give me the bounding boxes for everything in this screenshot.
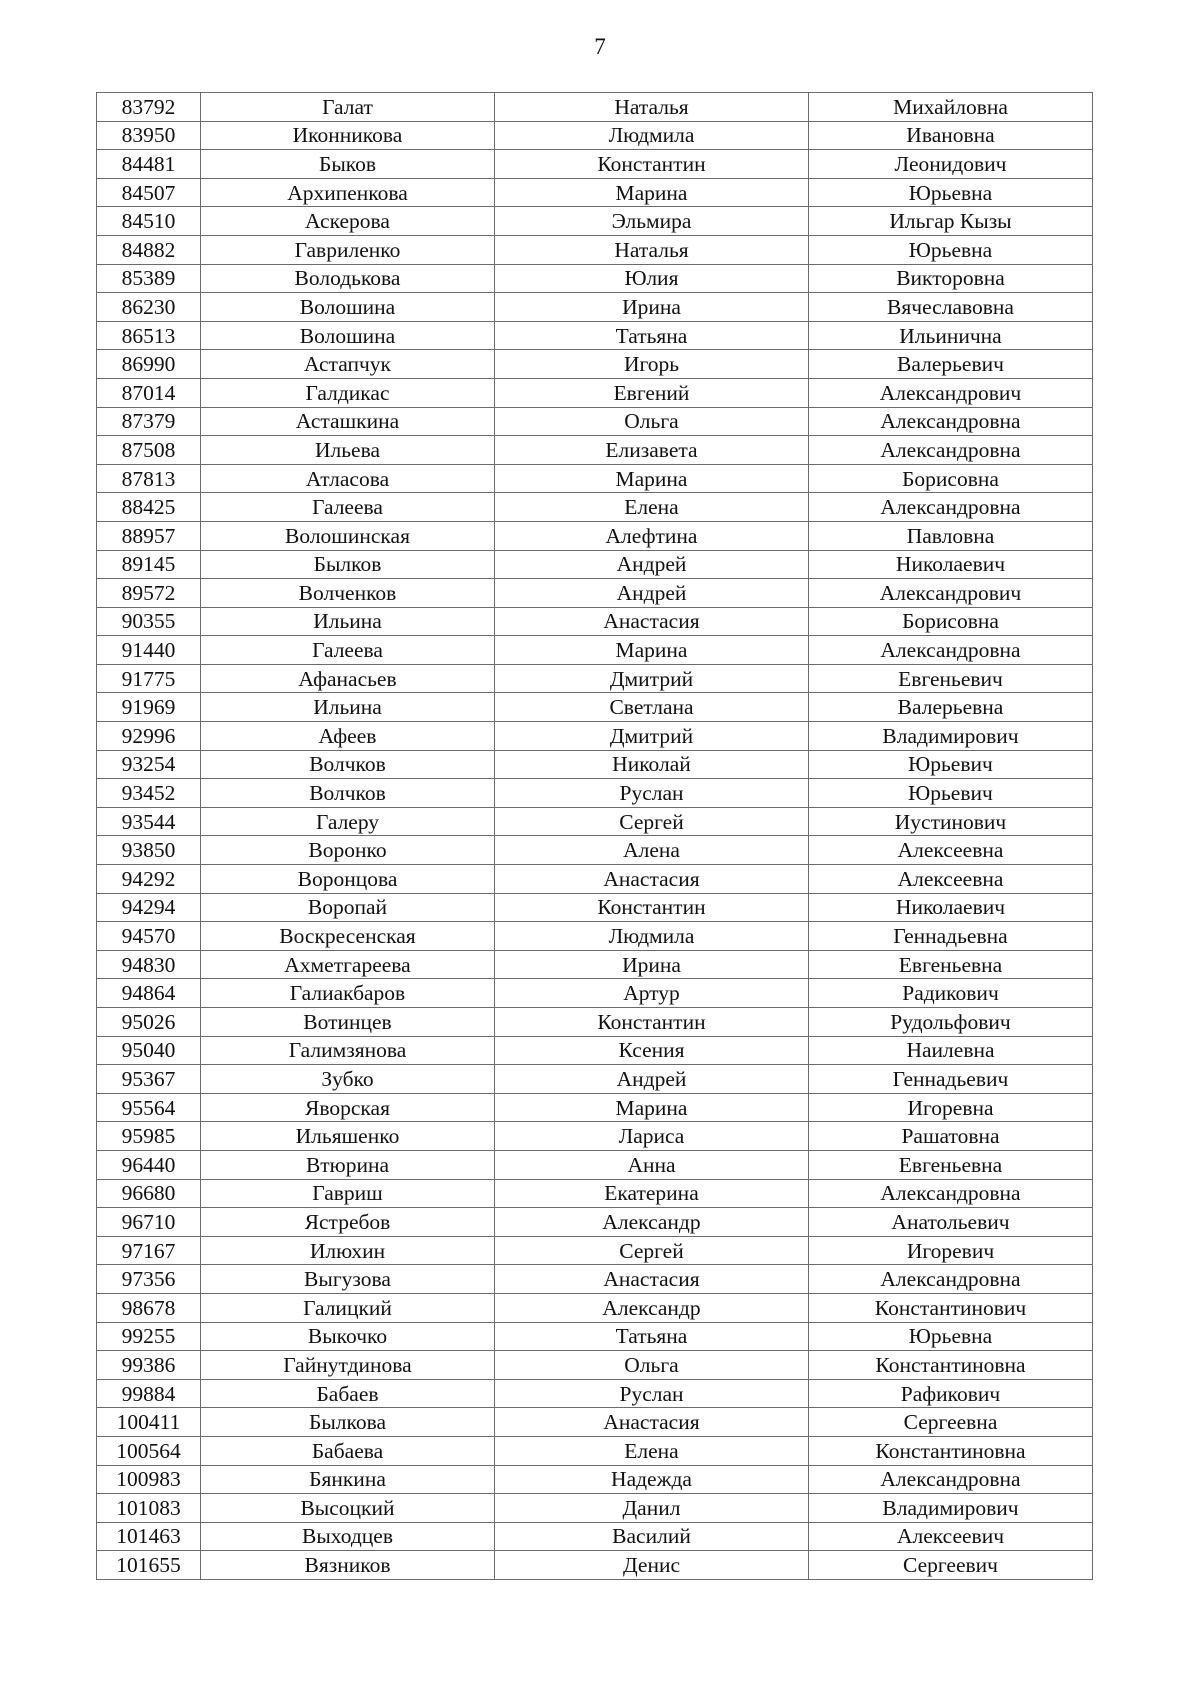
table-row: [97, 1093, 1093, 1122]
table-row: [97, 407, 1093, 436]
cell-patronymic: Александровна: [809, 636, 1093, 665]
cell-surname: Галдикас: [201, 378, 495, 407]
cell-surname: Ястребов: [201, 1208, 495, 1237]
table-row: [97, 493, 1093, 522]
cell-patronymic: Александровна: [809, 436, 1093, 465]
cell-patronymic: Юрьевич: [809, 750, 1093, 779]
cell-id: 94830: [97, 950, 201, 979]
cell-patronymic: Вячеславовна: [809, 293, 1093, 322]
table-row: [97, 1036, 1093, 1065]
cell-surname: Аскерова: [201, 207, 495, 236]
table-row: [97, 779, 1093, 808]
cell-surname: Выгузова: [201, 1265, 495, 1294]
cell-patronymic: Радикович: [809, 979, 1093, 1008]
table-row: [97, 550, 1093, 579]
cell-surname: Воронцова: [201, 865, 495, 894]
cell-name: Людмила: [495, 922, 809, 951]
cell-name: Татьяна: [495, 1322, 809, 1351]
cell-name: Андрей: [495, 1065, 809, 1094]
cell-id: 89572: [97, 579, 201, 608]
table-row: [97, 979, 1093, 1008]
table-row: [97, 664, 1093, 693]
cell-surname: Вотинцев: [201, 1008, 495, 1037]
cell-name: Ольга: [495, 407, 809, 436]
cell-id: 90355: [97, 607, 201, 636]
cell-surname: Асташкина: [201, 407, 495, 436]
cell-id: 91775: [97, 664, 201, 693]
cell-patronymic: Рашатовна: [809, 1122, 1093, 1151]
cell-patronymic: Николаевич: [809, 893, 1093, 922]
cell-surname: Галеру: [201, 807, 495, 836]
table-row: [97, 321, 1093, 350]
cell-id: 95985: [97, 1122, 201, 1151]
cell-name: Анастасия: [495, 865, 809, 894]
cell-patronymic: Алексеевна: [809, 865, 1093, 894]
cell-name: Надежда: [495, 1465, 809, 1494]
cell-surname: Ильина: [201, 607, 495, 636]
cell-surname: Астапчук: [201, 350, 495, 379]
cell-patronymic: Константиновна: [809, 1351, 1093, 1380]
cell-patronymic: Рафикович: [809, 1379, 1093, 1408]
roster-body: [97, 93, 1093, 1580]
table-row: [97, 1494, 1093, 1523]
cell-patronymic: Наилевна: [809, 1036, 1093, 1065]
cell-name: Марина: [495, 636, 809, 665]
cell-name: Марина: [495, 464, 809, 493]
cell-id: 86513: [97, 321, 201, 350]
cell-id: 99255: [97, 1322, 201, 1351]
cell-patronymic: Александрович: [809, 579, 1093, 608]
cell-patronymic: Александровна: [809, 1265, 1093, 1294]
cell-name: Наталья: [495, 235, 809, 264]
cell-patronymic: Леонидович: [809, 150, 1093, 179]
cell-patronymic: Юрьевна: [809, 178, 1093, 207]
cell-id: 94292: [97, 865, 201, 894]
cell-name: Ольга: [495, 1351, 809, 1380]
cell-patronymic: Геннадьевич: [809, 1065, 1093, 1094]
cell-name: Екатерина: [495, 1179, 809, 1208]
table-row: [97, 807, 1093, 836]
cell-surname: Яворская: [201, 1093, 495, 1122]
cell-surname: Былков: [201, 550, 495, 579]
cell-patronymic: Борисовна: [809, 607, 1093, 636]
cell-name: Елена: [495, 1436, 809, 1465]
cell-name: Ирина: [495, 950, 809, 979]
table-row: [97, 1322, 1093, 1351]
cell-name: Дмитрий: [495, 722, 809, 751]
cell-name: Сергей: [495, 1236, 809, 1265]
cell-id: 83792: [97, 93, 201, 122]
cell-surname: Галат: [201, 93, 495, 122]
cell-name: Константин: [495, 893, 809, 922]
cell-name: Марина: [495, 178, 809, 207]
cell-name: Юлия: [495, 264, 809, 293]
cell-surname: Выкочко: [201, 1322, 495, 1351]
cell-patronymic: Иустинович: [809, 807, 1093, 836]
cell-surname: Воропай: [201, 893, 495, 922]
table-row: [97, 722, 1093, 751]
roster-table: [96, 92, 1093, 1580]
table-row: [97, 1122, 1093, 1151]
cell-name: Александр: [495, 1208, 809, 1237]
cell-patronymic: Александровна: [809, 493, 1093, 522]
cell-patronymic: Игоревна: [809, 1093, 1093, 1122]
table-row: [97, 1008, 1093, 1037]
cell-id: 86990: [97, 350, 201, 379]
table-row: [97, 1522, 1093, 1551]
cell-name: Людмила: [495, 121, 809, 150]
cell-id: 87813: [97, 464, 201, 493]
cell-name: Александр: [495, 1293, 809, 1322]
cell-patronymic: Александрович: [809, 378, 1093, 407]
table-row: [97, 178, 1093, 207]
cell-patronymic: Константинович: [809, 1293, 1093, 1322]
cell-patronymic: Рудольфович: [809, 1008, 1093, 1037]
cell-surname: Волошинская: [201, 521, 495, 550]
cell-id: 95040: [97, 1036, 201, 1065]
cell-patronymic: Анатольевич: [809, 1208, 1093, 1237]
cell-surname: Афеев: [201, 722, 495, 751]
cell-surname: Бабаев: [201, 1379, 495, 1408]
table-row: [97, 1179, 1093, 1208]
cell-patronymic: Борисовна: [809, 464, 1093, 493]
table-row: [97, 464, 1093, 493]
cell-name: Лариса: [495, 1122, 809, 1151]
cell-patronymic: Валерьевич: [809, 350, 1093, 379]
cell-patronymic: Михайловна: [809, 93, 1093, 122]
table-row: [97, 865, 1093, 894]
cell-id: 91969: [97, 693, 201, 722]
cell-id: 85389: [97, 264, 201, 293]
cell-name: Дмитрий: [495, 664, 809, 693]
cell-name: Алена: [495, 836, 809, 865]
cell-id: 87508: [97, 436, 201, 465]
cell-id: 94864: [97, 979, 201, 1008]
cell-patronymic: Николаевич: [809, 550, 1093, 579]
table-row: [97, 521, 1093, 550]
cell-id: 87014: [97, 378, 201, 407]
cell-patronymic: Геннадьевна: [809, 922, 1093, 951]
cell-patronymic: Владимирович: [809, 722, 1093, 751]
cell-name: Елизавета: [495, 436, 809, 465]
cell-name: Алефтина: [495, 521, 809, 550]
cell-patronymic: Евгеньевна: [809, 950, 1093, 979]
cell-patronymic: Алексеевич: [809, 1522, 1093, 1551]
cell-patronymic: Викторовна: [809, 264, 1093, 293]
cell-name: Светлана: [495, 693, 809, 722]
table-row: [97, 235, 1093, 264]
cell-name: Ксения: [495, 1036, 809, 1065]
cell-name: Анна: [495, 1150, 809, 1179]
cell-surname: Атласова: [201, 464, 495, 493]
cell-name: Анастасия: [495, 1265, 809, 1294]
cell-surname: Афанасьев: [201, 664, 495, 693]
cell-patronymic: Юрьевич: [809, 779, 1093, 808]
cell-surname: Архипенкова: [201, 178, 495, 207]
cell-name: Николай: [495, 750, 809, 779]
cell-name: Константин: [495, 1008, 809, 1037]
cell-surname: Волчков: [201, 750, 495, 779]
cell-surname: Гавриш: [201, 1179, 495, 1208]
table-row: [97, 1208, 1093, 1237]
cell-surname: Гайнутдинова: [201, 1351, 495, 1380]
cell-id: 95564: [97, 1093, 201, 1122]
cell-name: Евгений: [495, 378, 809, 407]
cell-name: Ирина: [495, 293, 809, 322]
cell-id: 93850: [97, 836, 201, 865]
table-row: [97, 350, 1093, 379]
cell-name: Василий: [495, 1522, 809, 1551]
cell-patronymic: Евгеньевна: [809, 1150, 1093, 1179]
cell-id: 95367: [97, 1065, 201, 1094]
cell-name: Андрей: [495, 550, 809, 579]
table-row: [97, 207, 1093, 236]
table-row: [97, 579, 1093, 608]
cell-surname: Волошина: [201, 321, 495, 350]
cell-name: Артур: [495, 979, 809, 1008]
cell-surname: Выходцев: [201, 1522, 495, 1551]
cell-surname: Волченков: [201, 579, 495, 608]
cell-patronymic: Юрьевна: [809, 235, 1093, 264]
table-row: [97, 893, 1093, 922]
cell-id: 84510: [97, 207, 201, 236]
cell-surname: Галеева: [201, 493, 495, 522]
cell-patronymic: Павловна: [809, 521, 1093, 550]
cell-patronymic: Александровна: [809, 1179, 1093, 1208]
page-number: 7: [594, 34, 606, 59]
cell-surname: Былкова: [201, 1408, 495, 1437]
table-row: [97, 1551, 1093, 1580]
cell-id: 96710: [97, 1208, 201, 1237]
table-row: [97, 293, 1093, 322]
cell-surname: Быков: [201, 150, 495, 179]
table-row: [97, 93, 1093, 122]
cell-surname: Володькова: [201, 264, 495, 293]
table-row: [97, 607, 1093, 636]
cell-id: 84507: [97, 178, 201, 207]
cell-patronymic: Валерьевна: [809, 693, 1093, 722]
cell-id: 86230: [97, 293, 201, 322]
cell-surname: Высоцкий: [201, 1494, 495, 1523]
cell-id: 87379: [97, 407, 201, 436]
cell-id: 100983: [97, 1465, 201, 1494]
cell-name: Денис: [495, 1551, 809, 1580]
cell-name: Наталья: [495, 93, 809, 122]
cell-id: 91440: [97, 636, 201, 665]
cell-id: 101463: [97, 1522, 201, 1551]
cell-id: 95026: [97, 1008, 201, 1037]
cell-id: 94294: [97, 893, 201, 922]
cell-name: Руслан: [495, 779, 809, 808]
table-row: [97, 150, 1093, 179]
cell-patronymic: Ильинична: [809, 321, 1093, 350]
cell-surname: Втюрина: [201, 1150, 495, 1179]
cell-name: Анастасия: [495, 1408, 809, 1437]
cell-id: 83950: [97, 121, 201, 150]
cell-id: 99386: [97, 1351, 201, 1380]
cell-patronymic: Алексеевна: [809, 836, 1093, 865]
cell-id: 98678: [97, 1293, 201, 1322]
cell-id: 96680: [97, 1179, 201, 1208]
cell-patronymic: Константиновна: [809, 1436, 1093, 1465]
cell-surname: Иконникова: [201, 121, 495, 150]
cell-name: Данил: [495, 1494, 809, 1523]
cell-name: Руслан: [495, 1379, 809, 1408]
cell-surname: Волошина: [201, 293, 495, 322]
table-row: [97, 1265, 1093, 1294]
cell-id: 93452: [97, 779, 201, 808]
cell-surname: Галеева: [201, 636, 495, 665]
cell-id: 88957: [97, 521, 201, 550]
cell-id: 97356: [97, 1265, 201, 1294]
cell-surname: Воскресенская: [201, 922, 495, 951]
cell-patronymic: Игоревич: [809, 1236, 1093, 1265]
cell-surname: Вязников: [201, 1551, 495, 1580]
cell-surname: Ильяшенко: [201, 1122, 495, 1151]
cell-id: 84481: [97, 150, 201, 179]
cell-id: 96440: [97, 1150, 201, 1179]
cell-name: Константин: [495, 150, 809, 179]
cell-name: Игорь: [495, 350, 809, 379]
cell-patronymic: Александровна: [809, 1465, 1093, 1494]
table-row: [97, 1065, 1093, 1094]
cell-patronymic: Сергеевна: [809, 1408, 1093, 1437]
cell-id: 94570: [97, 922, 201, 951]
cell-surname: Зубко: [201, 1065, 495, 1094]
cell-patronymic: Юрьевна: [809, 1322, 1093, 1351]
cell-surname: Ахметгареева: [201, 950, 495, 979]
table-row: [97, 636, 1093, 665]
cell-surname: Воронко: [201, 836, 495, 865]
table-row: [97, 121, 1093, 150]
table-row: [97, 693, 1093, 722]
cell-name: Марина: [495, 1093, 809, 1122]
cell-surname: Волчков: [201, 779, 495, 808]
cell-id: 93544: [97, 807, 201, 836]
cell-patronymic: Ивановна: [809, 121, 1093, 150]
cell-id: 89145: [97, 550, 201, 579]
cell-patronymic: Сергеевич: [809, 1551, 1093, 1580]
cell-patronymic: Евгеньевич: [809, 664, 1093, 693]
table-row: [97, 436, 1093, 465]
cell-id: 88425: [97, 493, 201, 522]
cell-surname: Галицкий: [201, 1293, 495, 1322]
table-row: [97, 1436, 1093, 1465]
table-row: [97, 378, 1093, 407]
cell-name: Татьяна: [495, 321, 809, 350]
table-row: [97, 1379, 1093, 1408]
table-row: [97, 1236, 1093, 1265]
cell-surname: Галимзянова: [201, 1036, 495, 1065]
cell-surname: Бянкина: [201, 1465, 495, 1494]
cell-id: 97167: [97, 1236, 201, 1265]
cell-name: Елена: [495, 493, 809, 522]
cell-id: 101655: [97, 1551, 201, 1580]
table-row: [97, 950, 1093, 979]
cell-surname: Бабаева: [201, 1436, 495, 1465]
cell-patronymic: Александровна: [809, 407, 1093, 436]
cell-patronymic: Ильгар Кызы: [809, 207, 1093, 236]
table-row: [97, 1351, 1093, 1380]
cell-name: Андрей: [495, 579, 809, 608]
cell-id: 84882: [97, 235, 201, 264]
cell-name: Анастасия: [495, 607, 809, 636]
table-row: [97, 836, 1093, 865]
cell-id: 100411: [97, 1408, 201, 1437]
table-row: [97, 750, 1093, 779]
table-row: [97, 1293, 1093, 1322]
cell-id: 93254: [97, 750, 201, 779]
cell-surname: Илюхин: [201, 1236, 495, 1265]
table-row: [97, 922, 1093, 951]
table-row: [97, 264, 1093, 293]
cell-id: 99884: [97, 1379, 201, 1408]
cell-id: 101083: [97, 1494, 201, 1523]
cell-patronymic: Владимирович: [809, 1494, 1093, 1523]
cell-surname: Галиакбаров: [201, 979, 495, 1008]
table-row: [97, 1150, 1093, 1179]
table-row: [97, 1408, 1093, 1437]
table-row: [97, 1465, 1093, 1494]
cell-name: Эльмира: [495, 207, 809, 236]
cell-surname: Гавриленко: [201, 235, 495, 264]
cell-surname: Ильева: [201, 436, 495, 465]
cell-name: Сергей: [495, 807, 809, 836]
cell-id: 100564: [97, 1436, 201, 1465]
cell-surname: Ильина: [201, 693, 495, 722]
cell-id: 92996: [97, 722, 201, 751]
